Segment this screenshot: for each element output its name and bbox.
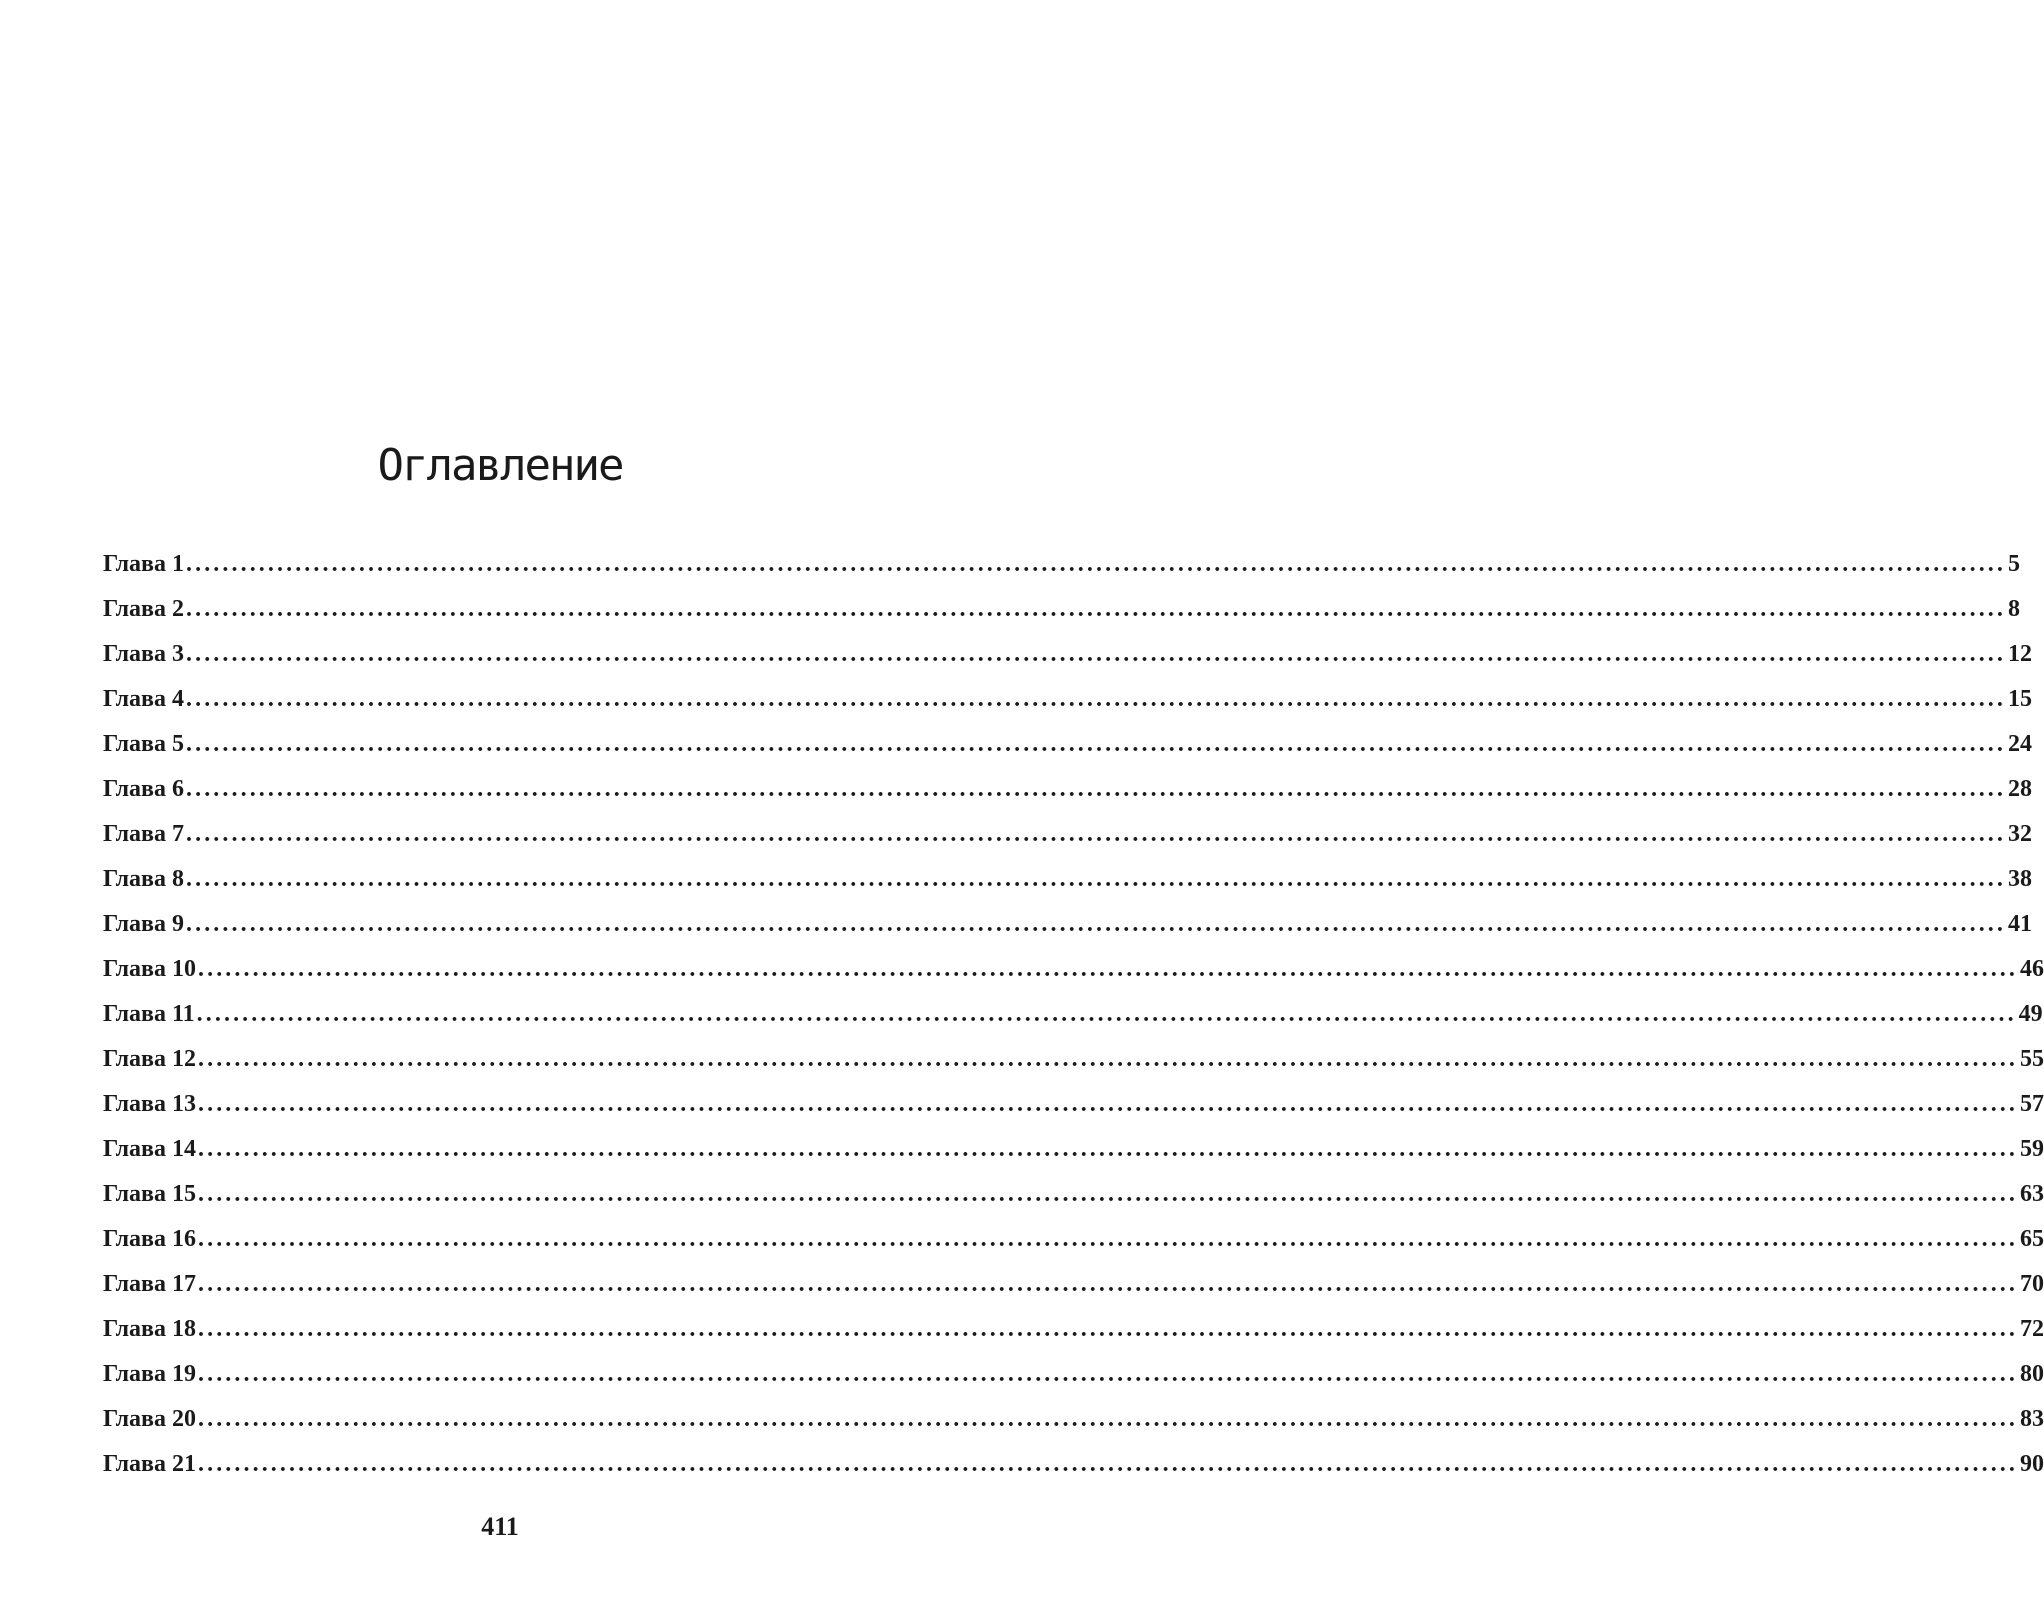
- dot-leader: ........................................................................................................................................................................................................: [198, 1406, 2018, 1432]
- toc-entry: [103, 956, 2044, 1001]
- dot-leader: ........................................................................................................................................................................................................: [186, 641, 2006, 667]
- toc-entry-page: 90: [2020, 1451, 2044, 1477]
- toc-entry-label: Глава 9: [103, 911, 184, 937]
- toc-entry-page: 83: [2020, 1406, 2044, 1432]
- toc-entry-label: Глава 17: [103, 1271, 196, 1297]
- toc-entry-label: Глава 21: [103, 1451, 196, 1477]
- dot-leader: ........................................................................................................................................................................................................: [186, 911, 2006, 937]
- toc-entry-page: 72: [2020, 1316, 2044, 1342]
- toc-entry-page: 32: [2008, 821, 2032, 847]
- toc-entry: [103, 1316, 2044, 1361]
- toc-entry-label: Глава 8: [103, 866, 184, 892]
- toc-entry: [103, 1136, 2044, 1181]
- dot-leader: ........................................................................................................................................................................................................: [186, 731, 2006, 757]
- toc-entry-label: Глава 14: [103, 1136, 196, 1162]
- dot-leader: ........................................................................................................................................................................................................: [186, 866, 2006, 892]
- toc-entry-label: Глава 7: [103, 821, 184, 847]
- dot-leader: ........................................................................................................................................................................................................: [198, 1046, 2018, 1072]
- toc-entry-page: 49: [2018, 1001, 2043, 1027]
- dot-leader: ........................................................................................................................................................................................................: [198, 1181, 2018, 1207]
- toc-entry-label: Глава 10: [103, 956, 196, 982]
- toc-entry-page: 41: [2008, 911, 2032, 937]
- dot-leader: ........................................................................................................................................................................................................: [186, 596, 2006, 622]
- dot-leader: ........................................................................................................................................................................................................: [186, 551, 2006, 577]
- toc-entry: [103, 1406, 2044, 1451]
- toc-entry-page: 63: [2020, 1181, 2044, 1207]
- dot-leader: ........................................................................................................................................................................................................: [198, 956, 2018, 982]
- toc-entry: [103, 1226, 2044, 1271]
- toc-entry-page: 5: [2008, 551, 2020, 577]
- toc-entry-label: Глава 11: [103, 1001, 195, 1027]
- toc-entry-label: Глава 16: [103, 1226, 196, 1252]
- toc-entry-page: 38: [2008, 866, 2032, 892]
- toc-entry-page: 24: [2008, 731, 2032, 757]
- table-of-contents: [103, 551, 2044, 1496]
- dot-leader: ........................................................................................................................................................................................................: [198, 1271, 2018, 1297]
- toc-entry-label: Глава 4: [103, 686, 184, 712]
- toc-entry: [103, 686, 2032, 731]
- toc-entry: [103, 1271, 2044, 1316]
- toc-entry: [103, 1046, 2044, 1091]
- page-title: Оглавление: [377, 440, 623, 491]
- toc-entry-label: Глава 20: [103, 1406, 196, 1432]
- toc-entry: [103, 641, 2032, 686]
- dot-leader: ........................................................................................................................................................................................................: [186, 776, 2006, 802]
- toc-entry: [103, 1181, 2044, 1226]
- toc-entry-label: Глава 15: [103, 1181, 196, 1207]
- toc-entry: [103, 1091, 2044, 1136]
- dot-leader: ........................................................................................................................................................................................................: [186, 686, 2006, 712]
- dot-leader: ........................................................................................................................................................................................................: [198, 1226, 2018, 1252]
- toc-entry-page: 59: [2020, 1136, 2044, 1162]
- toc-entry: [103, 821, 2032, 866]
- page-number: 411: [481, 1512, 519, 1541]
- toc-entry-label: Глава 12: [103, 1046, 196, 1072]
- toc-entry: [103, 1451, 2044, 1496]
- toc-entry-page: 55: [2020, 1046, 2044, 1072]
- toc-entry: [103, 596, 2020, 641]
- toc-entry-label: Глава 19: [103, 1361, 196, 1387]
- toc-entry-label: Глава 6: [103, 776, 184, 802]
- toc-entry-label: Глава 3: [103, 641, 184, 667]
- dot-leader: ........................................................................................................................................................................................................: [196, 1001, 2017, 1027]
- toc-entry-label: Глава 5: [103, 731, 184, 757]
- toc-entry: [103, 551, 2020, 596]
- toc-entry: [103, 866, 2032, 911]
- toc-entry: [103, 911, 2032, 956]
- dot-leader: ........................................................................................................................................................................................................: [198, 1316, 2018, 1342]
- toc-entry-page: 80: [2020, 1361, 2044, 1387]
- toc-entry-page: 15: [2008, 686, 2032, 712]
- dot-leader: ........................................................................................................................................................................................................: [186, 821, 2006, 847]
- toc-entry-page: 57: [2020, 1091, 2044, 1117]
- dot-leader: ........................................................................................................................................................................................................: [198, 1091, 2018, 1117]
- toc-entry-label: Глава 18: [103, 1316, 196, 1342]
- toc-entry-label: Глава 1: [103, 551, 184, 577]
- toc-entry: [103, 776, 2032, 821]
- toc-entry-page: 46: [2020, 956, 2044, 982]
- toc-entry: [103, 1001, 2043, 1046]
- dot-leader: ........................................................................................................................................................................................................: [198, 1136, 2018, 1162]
- dot-leader: ........................................................................................................................................................................................................: [198, 1451, 2018, 1477]
- toc-entry-label: Глава 13: [103, 1091, 196, 1117]
- dot-leader: ........................................................................................................................................................................................................: [198, 1361, 2018, 1387]
- toc-entry-page: 28: [2008, 776, 2032, 802]
- toc-entry: [103, 731, 2032, 776]
- toc-entry: [103, 1361, 2044, 1406]
- toc-entry-label: Глава 2: [103, 596, 184, 622]
- toc-entry-page: 65: [2020, 1226, 2044, 1252]
- toc-entry-page: 8: [2008, 596, 2020, 622]
- toc-entry-page: 70: [2020, 1271, 2044, 1297]
- toc-entry-page: 12: [2008, 641, 2032, 667]
